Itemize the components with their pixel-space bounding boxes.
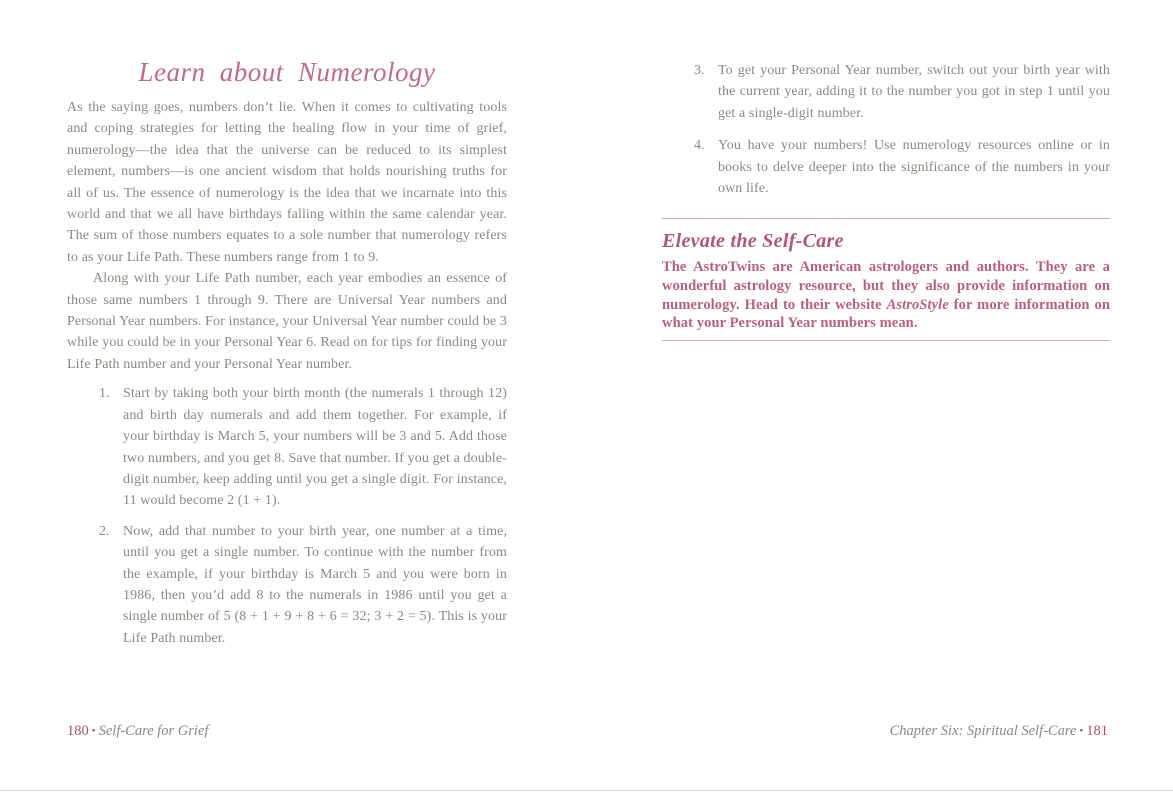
callout-body-text: The AstroTwins are American astrologers and authors. They are a wonderful astrology resource, but they also provide information on numerology. Head to their website xyxy=(662,259,1110,313)
callout-body xyxy=(662,258,1110,332)
second-paragraph: Along with your Life Path number, each year embodies an essence of those same numbers 1 through 9. There are Universal Year numbers and Personal Year numbers. For instance, your Universal Year number could be 3 while you could be in your Personal Year 6. Read on for tips for finding your Life Path number and your Personal Year number. xyxy=(67,271,507,372)
item-text: Start by taking both your birth month (the numerals 1 through 12) and birth day numerals and add them together. For example, if your birthday is March 5, your numbers will be 3 and 5. Add those two numbers, and you get 8. Save that number. If you get a double-digit number, keep adding until you get a single digit. For instance, 11 would become 2 (1 + 1). xyxy=(123,386,507,509)
item-number: 4. xyxy=(694,138,705,154)
footer-separator: • xyxy=(91,725,96,737)
intro-paragraph: As the saying goes, numbers don’t lie. When it comes to cultivating tools and coping strategies for letting the healing flow in your time of grief, numerology—the idea that the universe can be reduced to its simplest element, numbers—is one ancient wisdom that holds nourishing truths for all of us. The essence of numerology is the idea that we incarnate into this world and that we all have birthdays falling within the same calendar year. The sum of those numbers equates to a sole number that numerology refers to as your Life Path. These numbers range from 1 to 9. xyxy=(67,100,507,265)
callout-divider-top xyxy=(662,218,1110,219)
page-title: Learn about Numerology xyxy=(138,57,436,87)
item-text: To get your Personal Year number, switch out your birth year with the current year, adding it to the number you got in step 1 until you get a single-digit number. xyxy=(718,63,1110,121)
footer-chapter-title: Chapter Six: Spiritual Self-Care xyxy=(889,723,1077,739)
numbered-step-list-continued xyxy=(662,60,1110,199)
numbered-item-2 xyxy=(67,521,507,649)
callout-divider-bottom xyxy=(662,340,1110,341)
footer-page-number: 180 xyxy=(67,723,89,739)
item-number: 2. xyxy=(99,523,110,539)
callout-website-name: AstroStyle xyxy=(886,296,949,313)
left-page xyxy=(67,55,507,765)
item-text: Now, add that number to your birth year, one number at a time, until you get a single number. To continue with the number from the example, if your birthday is March 5 and you were born in 1986, then you’d add 8 to the numerals in 1986 until you get a single number of 5 (8 + 1 + 9 + 8 + 6 = 32; 3 + 2 = 5). This is your Life Path number. xyxy=(123,523,507,646)
right-page xyxy=(662,55,1110,765)
numbered-item-1 xyxy=(67,383,507,511)
numbered-step-list xyxy=(67,383,507,649)
right-page-footer xyxy=(890,723,1108,740)
numbered-item-3 xyxy=(662,60,1110,124)
left-page-footer xyxy=(67,723,208,740)
footer-book-title: Self-Care for Grief xyxy=(98,723,209,739)
scan-bottom-edge-line xyxy=(0,790,1173,791)
callout-body-text: for more information on what your Personal Year numbers mean. xyxy=(662,296,1110,332)
footer-separator: • xyxy=(1079,725,1084,737)
footer-page-number: 181 xyxy=(1086,723,1108,739)
numbered-item-4 xyxy=(662,135,1110,199)
item-text: You have your numbers! Use numerology resources online or in books to delve deeper into the significance of the numbers in your own life. xyxy=(718,138,1110,197)
item-number: 1. xyxy=(99,386,110,402)
item-number: 3. xyxy=(694,63,705,78)
callout-title: Elevate the Self-Care xyxy=(662,230,844,253)
